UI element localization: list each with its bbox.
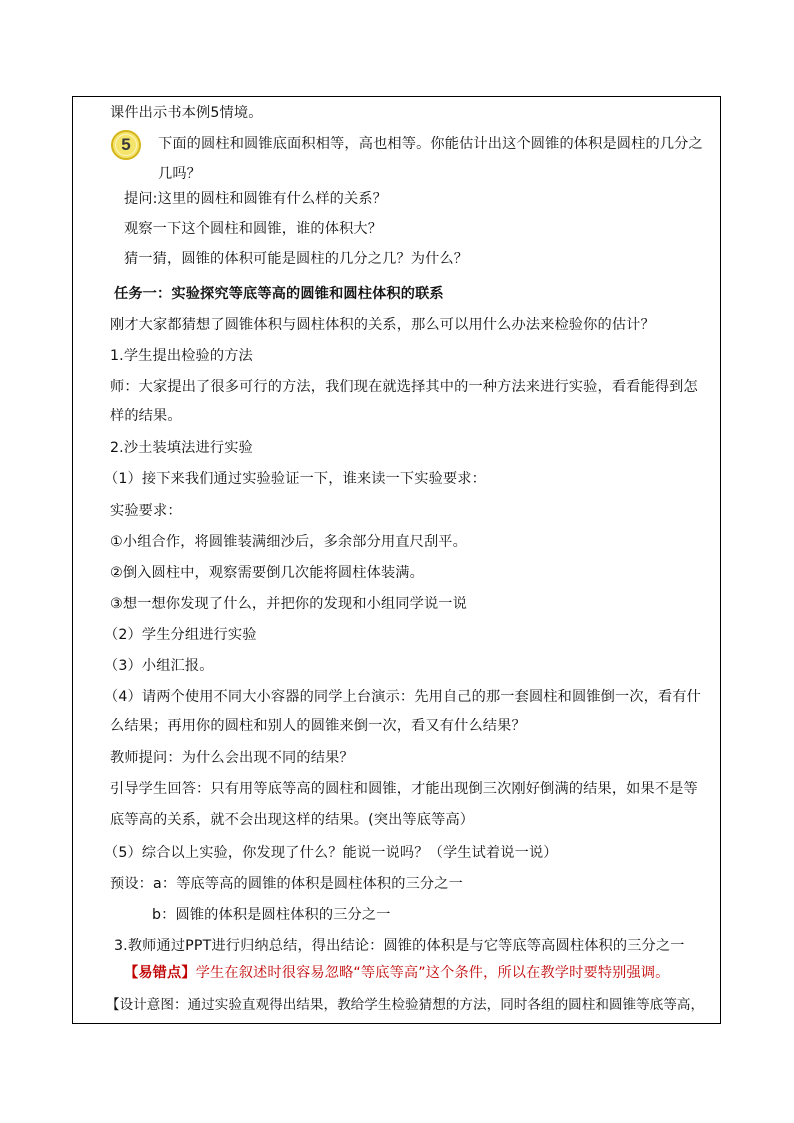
question-1: 提问:这里的圆柱和圆锥有什么样的关系？ [124, 191, 388, 207]
requirement-item: ③想一想你发现了什么，并把你的发现和小组同学说一说 [110, 596, 467, 612]
question-2: 观察一下这个圆柱和圆锥，谁的体积大？ [124, 221, 383, 237]
paragraph-line: （3）小组汇报。 [104, 658, 214, 674]
error-prone-text: 学生在叙述时很容易忽略“等底等高”这个条件，所以在教学时要特别强调。 [195, 965, 670, 981]
paragraph-line: 么结果；再用你的圆柱和别人的圆锥来倒一次，看又有什么结果？ [110, 718, 526, 734]
example-number-badge [110, 129, 142, 161]
question-3: 猜一猜，圆锥的体积可能是圆柱的几分之几？为什么？ [124, 251, 469, 267]
paragraph-line: 样的结果。 [110, 408, 182, 424]
paragraph-line: 教师提问：为什么会出现不同的结果？ [110, 750, 354, 766]
example-text-cont: 几吗？ [158, 166, 202, 182]
paragraph-line: （4）请两个使用不同大小容器的同学上台演示：先用自己的那一套圆柱和圆锥倒一次，看有什 [104, 689, 702, 705]
example-text: 下面的圆柱和圆锥底面积相等，高也相等。你能估计出这个圆锥的体积是圆柱的几分之 [158, 136, 703, 152]
paragraph-line: 刚才大家都猜想了圆锥体积与圆柱体积的关系，那么可以用什么办法来检验你的估计？ [110, 317, 655, 333]
badge-number: 5 [121, 135, 131, 154]
design-intent-line: 【设计意图：通过实验直观得出结果，教给学生检验猜想的方法，同时各组的圆柱和圆锥等底等高， [106, 997, 705, 1013]
paragraph-line: 底等高的关系，就不会出现这样的结果。(突出等底等高） [110, 812, 475, 828]
task-heading: 任务一：实验探究等底等高的圆锥和圆柱体积的联系 [114, 286, 444, 302]
preset-line: b：圆锥的体积是圆柱体积的三分之一 [152, 907, 391, 923]
requirement-item: ②倒入圆柱中，观察需要倒几次能将圆柱体装满。 [110, 565, 424, 581]
requirement-item: ①小组合作，将圆锥装满细沙后，多余部分用直尺刮平。 [110, 534, 467, 550]
preset-line: 预设：a：等底等高的圆锥的体积是圆柱体积的三分之一 [110, 876, 463, 892]
step-2-heading: 2.沙土装填法进行实验 [110, 440, 253, 456]
paragraph-line: （2）学生分组进行实验 [104, 627, 257, 643]
paragraph-line: 引导学生回答：只有用等底等高的圆柱和圆锥，才能出现倒三次刚好倒满的结果，如果不是等 [110, 781, 698, 797]
intro-line: 课件出示书本例5情境。 [110, 105, 263, 121]
paragraph-line: （1）接下来我们通过实验验证一下，谁来读一下实验要求： [104, 471, 486, 487]
paragraph-line: 师：大家提出了很多可行的方法，我们现在就选择其中的一种方法来进行实验，看看能得到怎 [110, 379, 698, 395]
step-1-heading: 1.学生提出检验的方法 [110, 348, 253, 364]
step-3-summary: 3.教师通过PPT进行归纳总结，得出结论：圆锥的体积是与它等底等高圆柱体积的三分之一 [114, 938, 685, 954]
requirements-label: 实验要求： [110, 503, 182, 519]
error-prone-note [124, 963, 670, 983]
paragraph-line: （5）综合以上实验，你发现了什么？能说一说吗？（学生试着说一说） [104, 845, 558, 861]
error-prone-tag: 【易错点】 [124, 965, 196, 981]
